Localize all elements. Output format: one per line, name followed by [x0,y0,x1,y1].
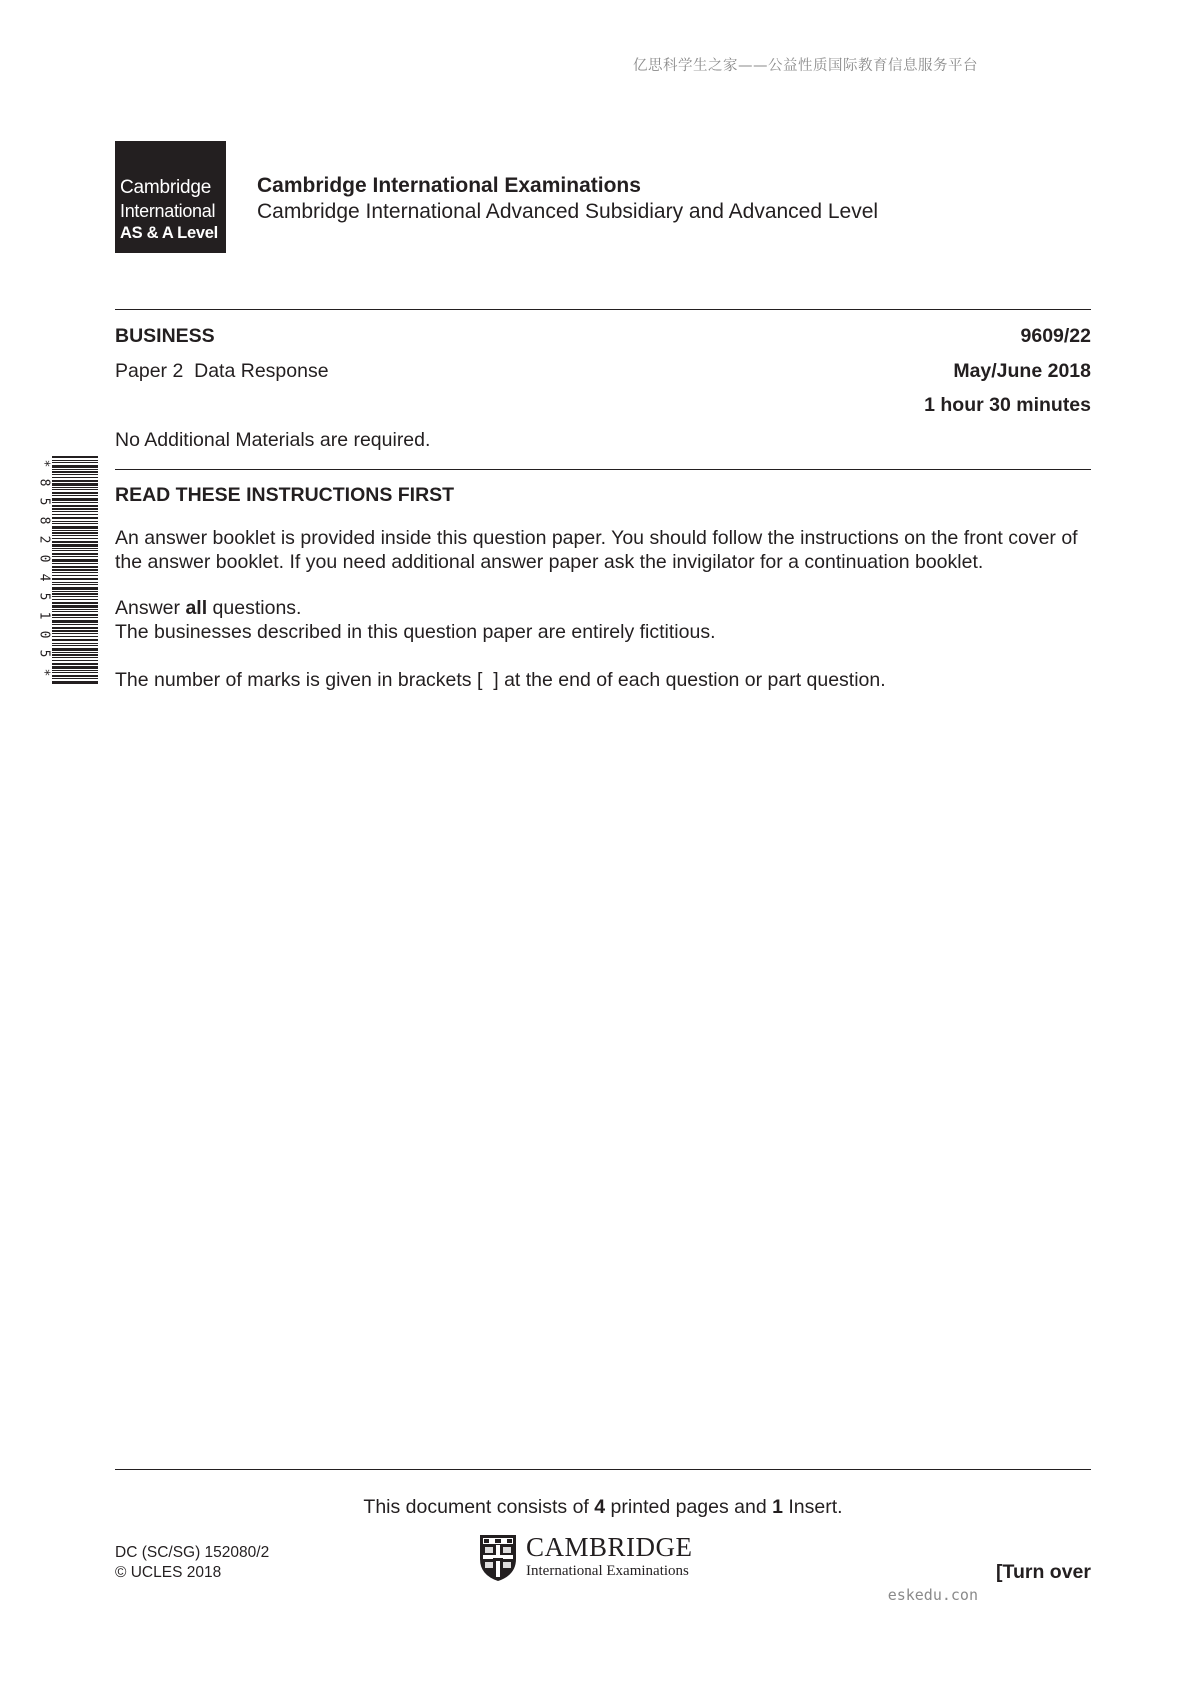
answer-suffix: questions. [207,597,302,619]
as-a-level-logo [115,141,226,253]
fictitious-note: The businesses described in this question paper are entirely fictitious. [115,621,716,643]
subject-name: BUSINESS [115,325,215,347]
consists-prefix: This document consists of [363,1496,595,1518]
reference-code: DC (SC/SG) 152080/2 [115,1544,270,1561]
barcode-digit: * [36,459,52,468]
footer-divider [115,1469,1091,1470]
insert-count: 1 [772,1496,783,1518]
answer-prefix: Answer [115,597,186,619]
watermark-bottom: eskedu.con [887,1586,978,1604]
barcode-digit: 5 [36,649,52,658]
crest-icon [480,1535,516,1581]
answer-booklet-instruction: An answer booklet is provided inside this question paper. You should follow the instructions on the front cover of the answer booklet. If you need additional answer paper ask the invigilator for a continuation booklet. [115,527,1078,573]
logo-line-1: Cambridge [120,177,212,198]
qualification-title: Cambridge International Advanced Subsidiary and Advanced Level [257,200,879,223]
barcode [52,456,98,684]
instructions-heading: READ THESE INSTRUCTIONS FIRST [115,484,455,506]
consists-suffix: Insert. [782,1496,843,1518]
logo-wordmark: CAMBRIDGE [526,1533,693,1562]
answer-all-instruction [115,596,1095,620]
materials-note: No Additional Materials are required. [115,429,431,451]
logo-line-2: International [120,201,216,221]
logo-subtitle: International Examinations [526,1563,689,1579]
paper-code: 9609/22 [1020,325,1091,347]
barcode-digit: * [36,668,52,677]
logo-line-3: AS & A Level [120,224,218,242]
answer-bold: all [185,597,208,619]
consists-mid: printed pages and [605,1496,773,1518]
copyright: © UCLES 2018 [115,1564,222,1581]
instructions-divider [115,469,1091,470]
paper-title: Paper 2 Data Response [115,360,329,382]
exam-duration: 1 hour 30 minutes [924,394,1091,416]
header-divider [115,309,1091,310]
barcode-digit: 8 [36,478,52,487]
turn-over-note: [Turn over [996,1561,1091,1583]
exam-board-title: Cambridge International Examinations [257,174,641,197]
page-count: 4 [594,1496,606,1518]
document-page-count [0,1496,1191,1519]
barcode-digit: 1 [36,611,52,620]
cambridge-crest-logo [478,1533,714,1583]
barcode-digit: 2 [36,535,52,544]
barcode-digit: 5 [36,497,52,506]
watermark-top: 亿思科学生之家——公益性质国际教育信息服务平台 [633,58,978,74]
barcode-digit: 8 [36,516,52,525]
exam-session: May/June 2018 [953,360,1091,382]
barcode-digit: 4 [36,573,52,582]
marks-note: The number of marks is given in brackets [ ] at the end of each question or part question. [115,669,886,691]
barcode-digit: 0 [36,630,52,639]
barcode-digit: 5 [36,592,52,601]
barcode-digit: 0 [36,554,52,563]
document-reference [115,1543,269,1583]
